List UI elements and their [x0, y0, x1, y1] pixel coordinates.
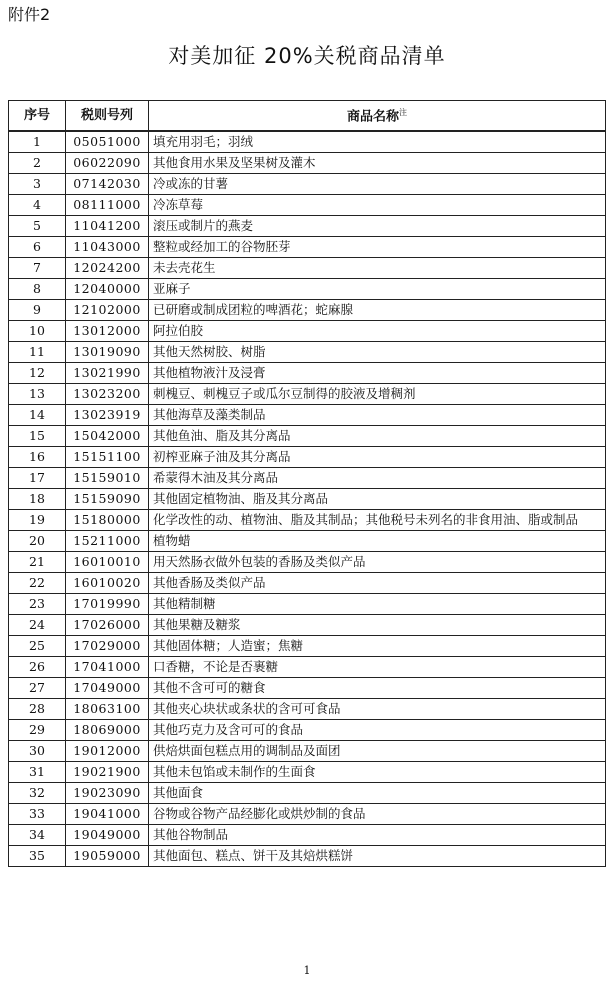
column-header-no: 序号: [9, 101, 66, 132]
table-header-row: [9, 101, 606, 132]
cell-no: 16: [9, 447, 66, 468]
cell-name: 其他固定植物油、脂及其分离品: [149, 489, 606, 510]
cell-code: 12024200: [66, 258, 149, 279]
cell-name: 植物蜡: [149, 531, 606, 552]
table-row: [9, 195, 606, 216]
cell-code: 17026000: [66, 615, 149, 636]
cell-name: 未去壳花生: [149, 258, 606, 279]
cell-no: 6: [9, 237, 66, 258]
table-row: [9, 258, 606, 279]
cell-code: 13019090: [66, 342, 149, 363]
cell-code: 19021900: [66, 762, 149, 783]
cell-code: 15180000: [66, 510, 149, 531]
cell-no: 14: [9, 405, 66, 426]
cell-code: 19023090: [66, 783, 149, 804]
cell-name: 其他植物液汁及浸膏: [149, 363, 606, 384]
cell-name: 其他未包馅或未制作的生面食: [149, 762, 606, 783]
cell-name: 初榨亚麻子油及其分离品: [149, 447, 606, 468]
cell-name: 其他果糖及糖浆: [149, 615, 606, 636]
cell-code: 15042000: [66, 426, 149, 447]
cell-no: 19: [9, 510, 66, 531]
table-row: [9, 447, 606, 468]
table-row: [9, 405, 606, 426]
table-row: [9, 615, 606, 636]
cell-code: 05051000: [66, 131, 149, 153]
cell-name: 其他面包、糕点、饼干及其焙烘糕饼: [149, 846, 606, 867]
column-header-code: 税则号列: [66, 101, 149, 132]
cell-name: 其他固体糖；人造蜜；焦糖: [149, 636, 606, 657]
cell-name: 其他不含可可的糖食: [149, 678, 606, 699]
cell-name: 谷物或谷物产品经膨化或烘炒制的食品: [149, 804, 606, 825]
table-row: [9, 762, 606, 783]
cell-name: 亚麻子: [149, 279, 606, 300]
table-row: [9, 552, 606, 573]
table-row: [9, 531, 606, 552]
cell-name: 口香糖，不论是否裹糖: [149, 657, 606, 678]
table-row: [9, 489, 606, 510]
cell-code: 19049000: [66, 825, 149, 846]
cell-no: 34: [9, 825, 66, 846]
cell-no: 3: [9, 174, 66, 195]
table-row: [9, 384, 606, 405]
page-title: 对美加征 20%关税商品清单: [168, 44, 446, 68]
table-row: [9, 426, 606, 447]
cell-no: 30: [9, 741, 66, 762]
cell-code: 15211000: [66, 531, 149, 552]
cell-code: 17019990: [66, 594, 149, 615]
cell-no: 26: [9, 657, 66, 678]
cell-name: 已研磨或制成团粒的啤酒花；蛇麻腺: [149, 300, 606, 321]
table-row: [9, 825, 606, 846]
cell-code: 12102000: [66, 300, 149, 321]
cell-code: 13021990: [66, 363, 149, 384]
cell-no: 4: [9, 195, 66, 216]
cell-name: 其他巧克力及含可可的食品: [149, 720, 606, 741]
cell-code: 13023200: [66, 384, 149, 405]
cell-code: 15151100: [66, 447, 149, 468]
cell-no: 29: [9, 720, 66, 741]
cell-code: 17049000: [66, 678, 149, 699]
cell-no: 32: [9, 783, 66, 804]
table-row: [9, 468, 606, 489]
cell-no: 10: [9, 321, 66, 342]
cell-name: 其他天然树胶、树脂: [149, 342, 606, 363]
cell-code: 15159010: [66, 468, 149, 489]
table-row: [9, 636, 606, 657]
cell-code: 18069000: [66, 720, 149, 741]
cell-code: 19012000: [66, 741, 149, 762]
table-row: [9, 678, 606, 699]
table-row: [9, 720, 606, 741]
cell-name: 用天然肠衣做外包装的香肠及类似产品: [149, 552, 606, 573]
column-header-name: [149, 101, 606, 132]
cell-no: 33: [9, 804, 66, 825]
cell-name: 冷冻草莓: [149, 195, 606, 216]
cell-no: 2: [9, 153, 66, 174]
cell-name: 阿拉伯胶: [149, 321, 606, 342]
cell-no: 20: [9, 531, 66, 552]
table-row: [9, 804, 606, 825]
cell-name: 其他鱼油、脂及其分离品: [149, 426, 606, 447]
tariff-table: [8, 100, 606, 867]
cell-name: 其他食用水果及坚果树及灌木: [149, 153, 606, 174]
table-row: [9, 846, 606, 867]
table-row: [9, 783, 606, 804]
table-row: [9, 174, 606, 195]
cell-no: 31: [9, 762, 66, 783]
cell-code: 07142030: [66, 174, 149, 195]
cell-no: 9: [9, 300, 66, 321]
cell-code: 11041200: [66, 216, 149, 237]
table-row: [9, 131, 606, 153]
cell-code: 17029000: [66, 636, 149, 657]
cell-name: 滚压或制片的燕麦: [149, 216, 606, 237]
page-number: 1: [303, 964, 311, 977]
attachment-label: 附件2: [8, 5, 51, 24]
column-header-note: 注: [399, 108, 407, 118]
table-row: [9, 699, 606, 720]
table-row: [9, 573, 606, 594]
cell-code: 19059000: [66, 846, 149, 867]
table-row: [9, 216, 606, 237]
cell-name: 其他谷物制品: [149, 825, 606, 846]
cell-code: 17041000: [66, 657, 149, 678]
cell-code: 06022090: [66, 153, 149, 174]
cell-no: 35: [9, 846, 66, 867]
cell-name: 其他海草及藻类制品: [149, 405, 606, 426]
cell-name: 其他香肠及类似产品: [149, 573, 606, 594]
table-row: [9, 321, 606, 342]
cell-no: 7: [9, 258, 66, 279]
cell-name: 其他面食: [149, 783, 606, 804]
cell-no: 23: [9, 594, 66, 615]
cell-code: 16010010: [66, 552, 149, 573]
table-row: [9, 657, 606, 678]
cell-code: 18063100: [66, 699, 149, 720]
table-row: [9, 363, 606, 384]
cell-name: 刺槐豆、刺槐豆子或瓜尔豆制得的胶液及增稠剂: [149, 384, 606, 405]
table-row: [9, 510, 606, 531]
table-row: [9, 300, 606, 321]
cell-name: 供焙烘面包糕点用的调制品及面团: [149, 741, 606, 762]
table-row: [9, 741, 606, 762]
cell-code: 15159090: [66, 489, 149, 510]
table-row: [9, 279, 606, 300]
cell-no: 27: [9, 678, 66, 699]
cell-name: 其他精制糖: [149, 594, 606, 615]
cell-name: 整粒或经加工的谷物胚芽: [149, 237, 606, 258]
cell-no: 5: [9, 216, 66, 237]
table-row: [9, 342, 606, 363]
cell-code: 16010020: [66, 573, 149, 594]
table-row: [9, 237, 606, 258]
cell-no: 8: [9, 279, 66, 300]
cell-code: 11043000: [66, 237, 149, 258]
cell-no: 25: [9, 636, 66, 657]
column-header-name-label: 商品名称: [346, 109, 399, 125]
cell-code: 13023919: [66, 405, 149, 426]
cell-no: 12: [9, 363, 66, 384]
cell-name: 希蒙得木油及其分离品: [149, 468, 606, 489]
cell-no: 17: [9, 468, 66, 489]
cell-code: 12040000: [66, 279, 149, 300]
table-row: [9, 153, 606, 174]
cell-code: 19041000: [66, 804, 149, 825]
cell-no: 15: [9, 426, 66, 447]
cell-no: 24: [9, 615, 66, 636]
cell-no: 1: [9, 131, 66, 153]
cell-no: 13: [9, 384, 66, 405]
cell-name: 其他夹心块状或条状的含可可食品: [149, 699, 606, 720]
cell-no: 11: [9, 342, 66, 363]
cell-name: 填充用羽毛；羽绒: [149, 131, 606, 153]
cell-no: 18: [9, 489, 66, 510]
cell-code: 13012000: [66, 321, 149, 342]
cell-code: 08111000: [66, 195, 149, 216]
cell-name: 化学改性的动、植物油、脂及其制品；其他税号未列名的非食用油、脂或制品: [149, 510, 606, 531]
cell-name: 冷或冻的甘薯: [149, 174, 606, 195]
cell-no: 21: [9, 552, 66, 573]
table-row: [9, 594, 606, 615]
cell-no: 28: [9, 699, 66, 720]
cell-no: 22: [9, 573, 66, 594]
